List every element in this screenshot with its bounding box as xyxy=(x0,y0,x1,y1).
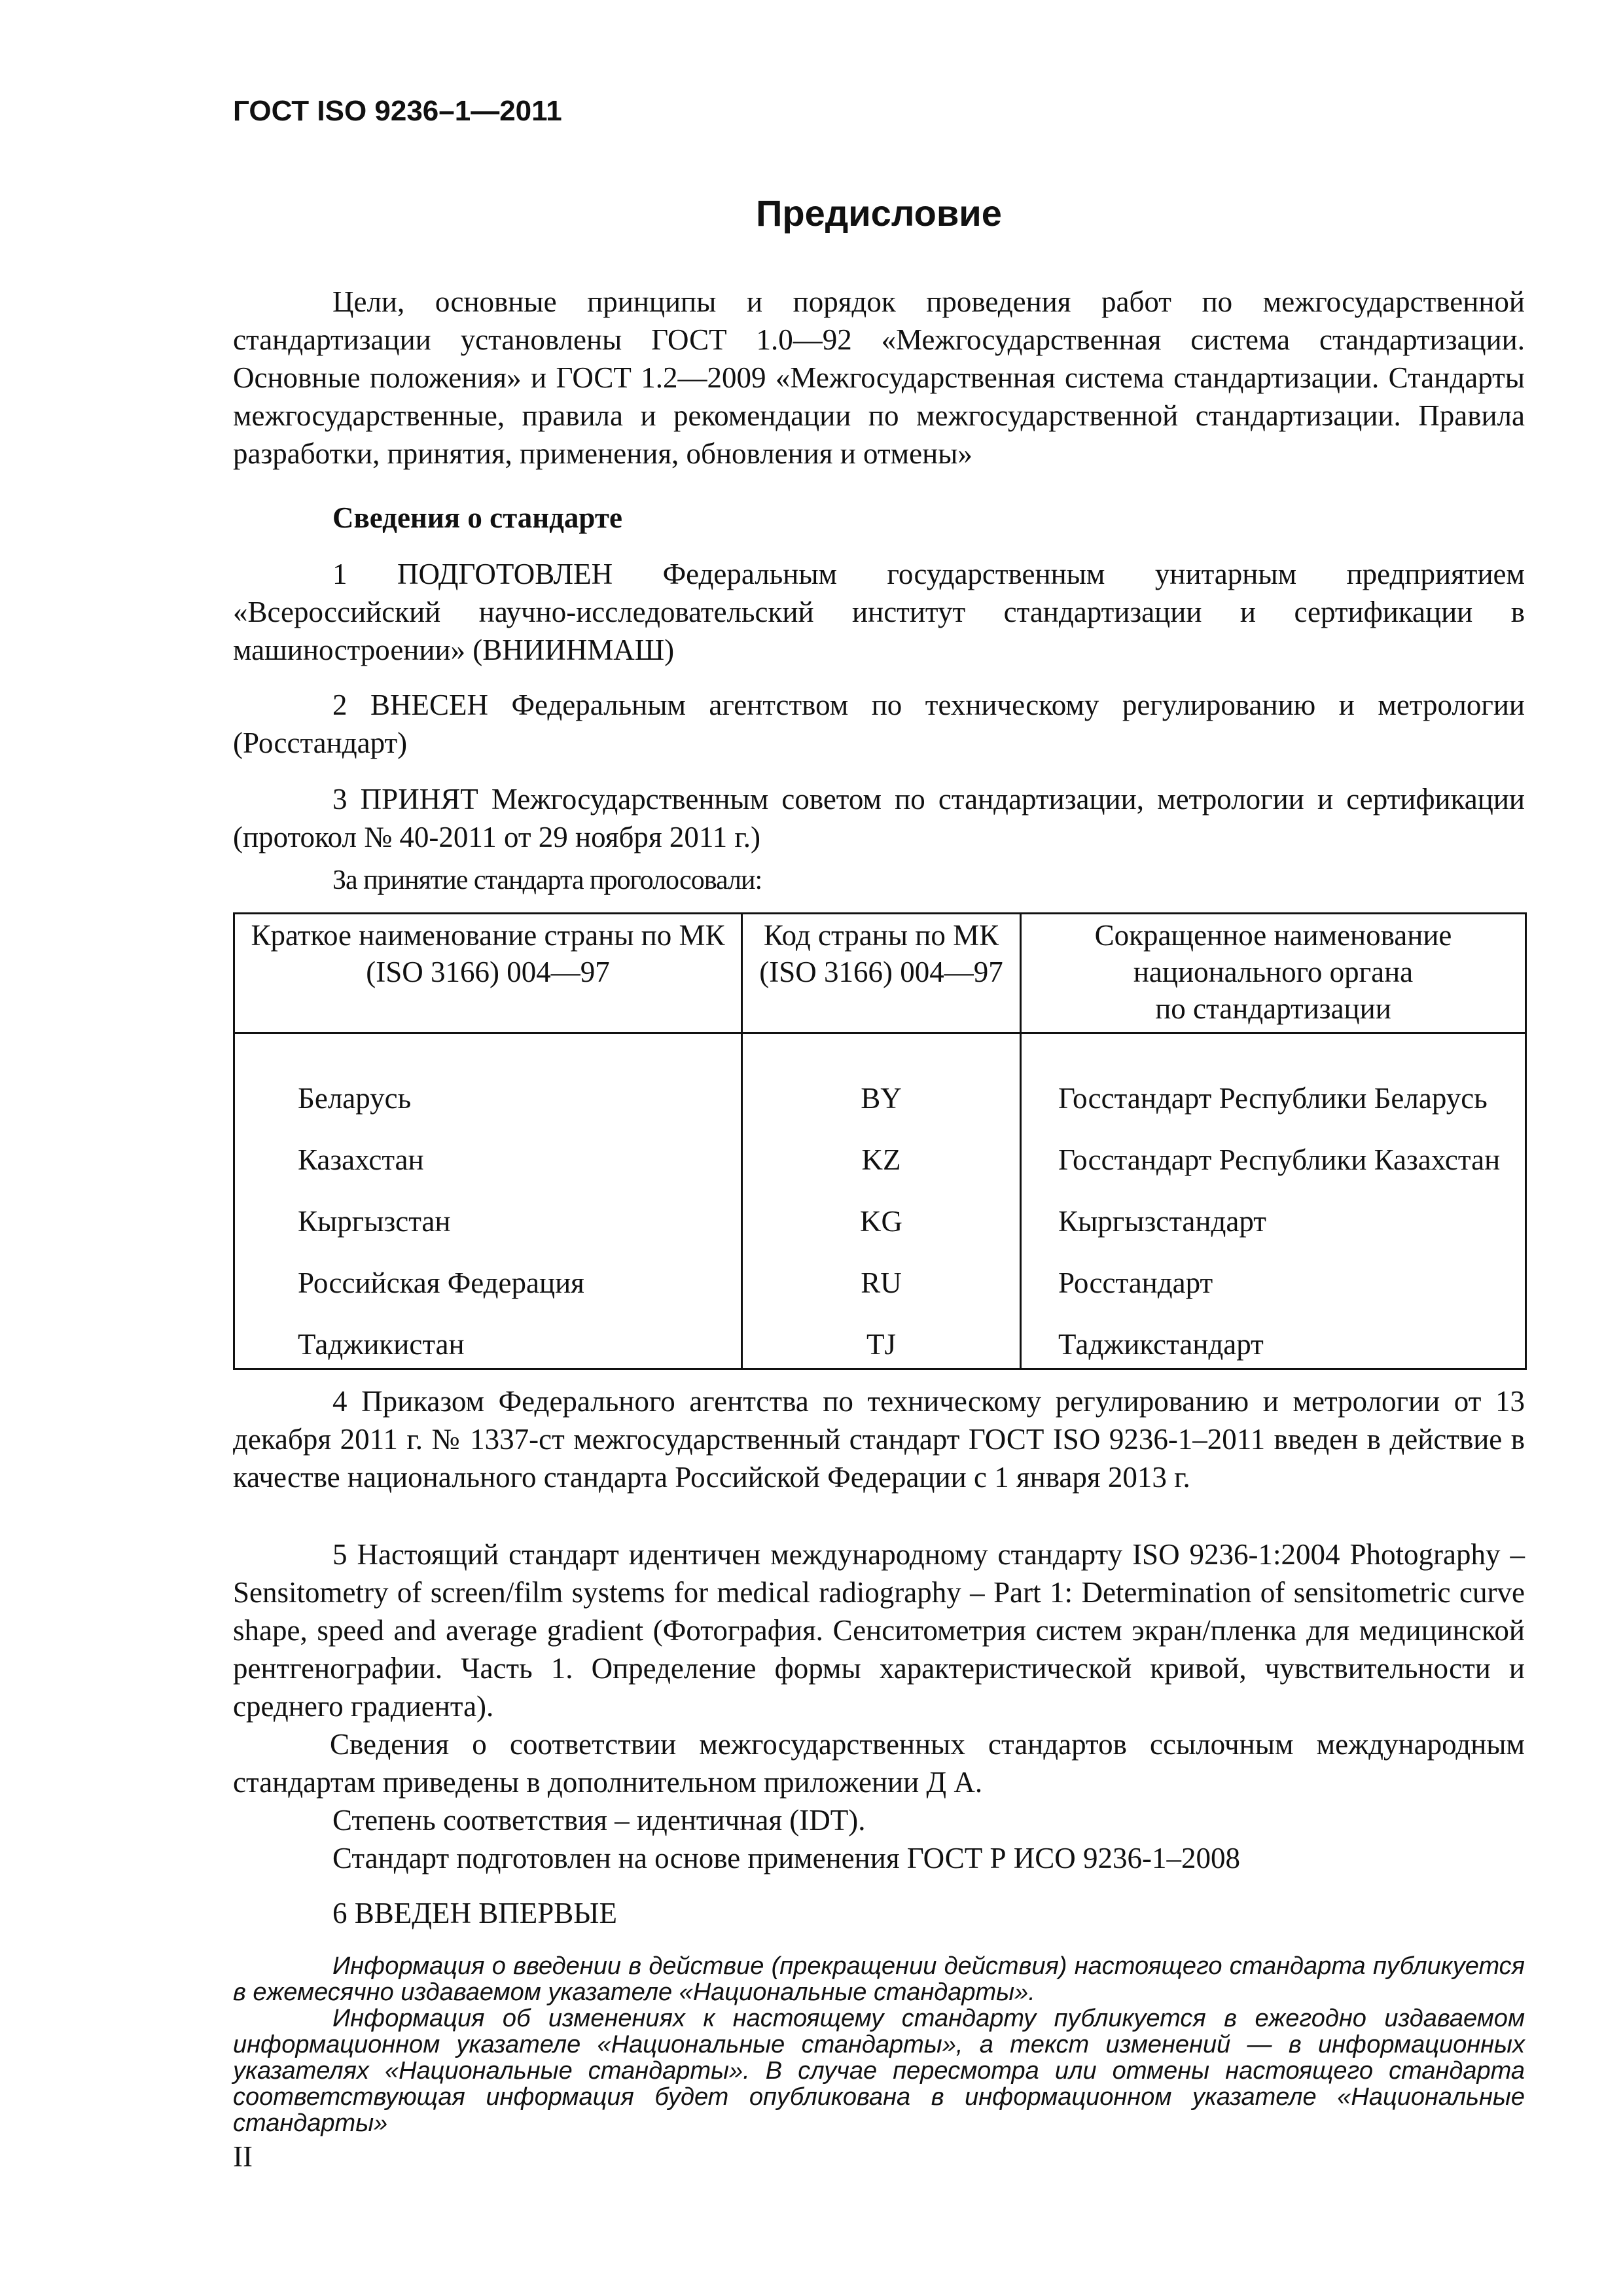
table-header-row xyxy=(234,914,1526,1033)
intro-paragraph: Цели, основные принципы и порядок проведения работ по межгосударственной стандартизации установлены ГОСТ 1.0—92 «Межгосударственная система стандартизации. Основные положения» и ГОСТ 1.2—2009 «Межгосударственная система стандартизации. Стандарты межгосударственные, правила и рекомендации по межгосударственной стандартизации. Правила разработки, принятия, применения, обновления и отмены» xyxy=(233,285,1525,470)
info-notice-2: Информация об изменениях к настоящему стандарту публикуется в ежегодно издаваемом информационном указателе «Национальные стандарты», а текст изменений — в информационных указателях «Национальные стандарты». В случае пересмотра или отмены настоящего стандарта соответствующая информация будет опубликована в информационном указателе «Национальные стандарты» xyxy=(233,2005,1525,2137)
country-name: Казахстан xyxy=(298,1143,424,1176)
section-heading: Сведения о стандарте xyxy=(332,501,622,534)
header-org-line-2: национального органа xyxy=(1133,956,1414,988)
item-6-introduced: 6 ВВЕДЕН ВПЕРВЫЕ xyxy=(332,1897,617,1929)
country-code: KG xyxy=(860,1205,902,1238)
item-5-references: Сведения о соответствии межгосударственных стандартов ссылочным международным стандартам приведены в дополнительном приложении Д А. xyxy=(233,1728,1525,1799)
standard-code-header: ГОСТ ISO 9236–1—2011 xyxy=(233,95,562,127)
table-row xyxy=(234,1306,1526,1369)
header-org xyxy=(1021,914,1526,1033)
country-code: BY xyxy=(861,1082,902,1115)
page-title: Предисловие xyxy=(756,192,1002,234)
voting-countries-table xyxy=(233,912,1527,1370)
document-page xyxy=(233,0,1525,2296)
header-org-line-3: по стандартизации xyxy=(1155,992,1391,1025)
header-org-line-1: Сокращенное наименование xyxy=(1094,919,1452,952)
country-code: TJ xyxy=(866,1328,896,1361)
country-name: Российская Федерация xyxy=(298,1266,584,1299)
country-code: KZ xyxy=(861,1143,901,1176)
country-name: Кыргызстан xyxy=(298,1205,451,1238)
info-notice-1: Информация о введении в действие (прекращении действия) настоящего стандарта публикуется в ежемесячно издаваемом указателе «Национальные стандарты». xyxy=(233,1952,1525,2006)
country-name: Беларусь xyxy=(298,1082,412,1115)
header-country: Краткое наименование страны по МК (ISO 3166) 004—97 xyxy=(234,914,742,1033)
item-5-identical: 5 Настоящий стандарт идентичен международному стандарту ISO 9236-1:2004 Photography – Sensitometry of screen/film systems for medical radiography – Part 1: Determination of sensitometric curve shape, speed and average gradient (Фотография. Сенситометрия систем экран/пленка для медицинской рентгенографии. Часть 1. Определение формы характеристической кривой, чувствительности и среднего градиента). xyxy=(233,1538,1525,1723)
item-3-adopted: 3 ПРИНЯТ Межгосударственным советом по стандартизации, метрологии и сертификации (протокол № 40-2011 от 29 ноября 2011 г.) xyxy=(233,783,1525,853)
table-row xyxy=(234,1033,1526,1122)
standards-body: Госстандарт Республики Казахстан xyxy=(1058,1143,1501,1176)
page-number: II xyxy=(233,2140,253,2173)
standards-body: Госстандарт Республики Беларусь xyxy=(1058,1082,1488,1115)
table-row xyxy=(234,1122,1526,1183)
vote-label: За принятие стандарта проголосовали: xyxy=(332,865,762,895)
country-name: Таджикистан xyxy=(298,1328,465,1361)
standards-body: Таджикстандарт xyxy=(1058,1328,1264,1361)
table-row xyxy=(234,1245,1526,1306)
item-4-order: 4 Приказом Федерального агентства по техническому регулированию и метрологии от 13 декабря 2011 г. № 1337-ст межгосударственный стандарт ГОСТ ISO 9236-1–2011 введен в действие в качестве национального стандарта Российской Федерации с 1 января 2013 г. xyxy=(233,1385,1525,1494)
standards-body: Кыргызстандарт xyxy=(1058,1205,1266,1238)
item-5-degree: Степень соответствия – идентичная (IDT). xyxy=(332,1804,866,1837)
table-row xyxy=(234,1183,1526,1245)
item-5-basis: Стандарт подготовлен на основе применения ГОСТ Р ИСО 9236-1–2008 xyxy=(332,1842,1240,1874)
standards-body: Росстандарт xyxy=(1058,1266,1213,1299)
item-2-submitted: 2 ВНЕСЕН Федеральным агентством по техническому регулированию и метрологии (Росстандарт) xyxy=(233,689,1525,759)
item-1-prepared: 1 ПОДГОТОВЛЕН Федеральным государственным унитарным предприятием «Всероссийский научно-исследовательский институт стандартизации и сертификации в машиностроении» (ВНИИНМАШ) xyxy=(233,558,1525,666)
header-code: Код страны по МК (ISO 3166) 004—97 xyxy=(742,914,1021,1033)
country-code: RU xyxy=(861,1266,902,1299)
